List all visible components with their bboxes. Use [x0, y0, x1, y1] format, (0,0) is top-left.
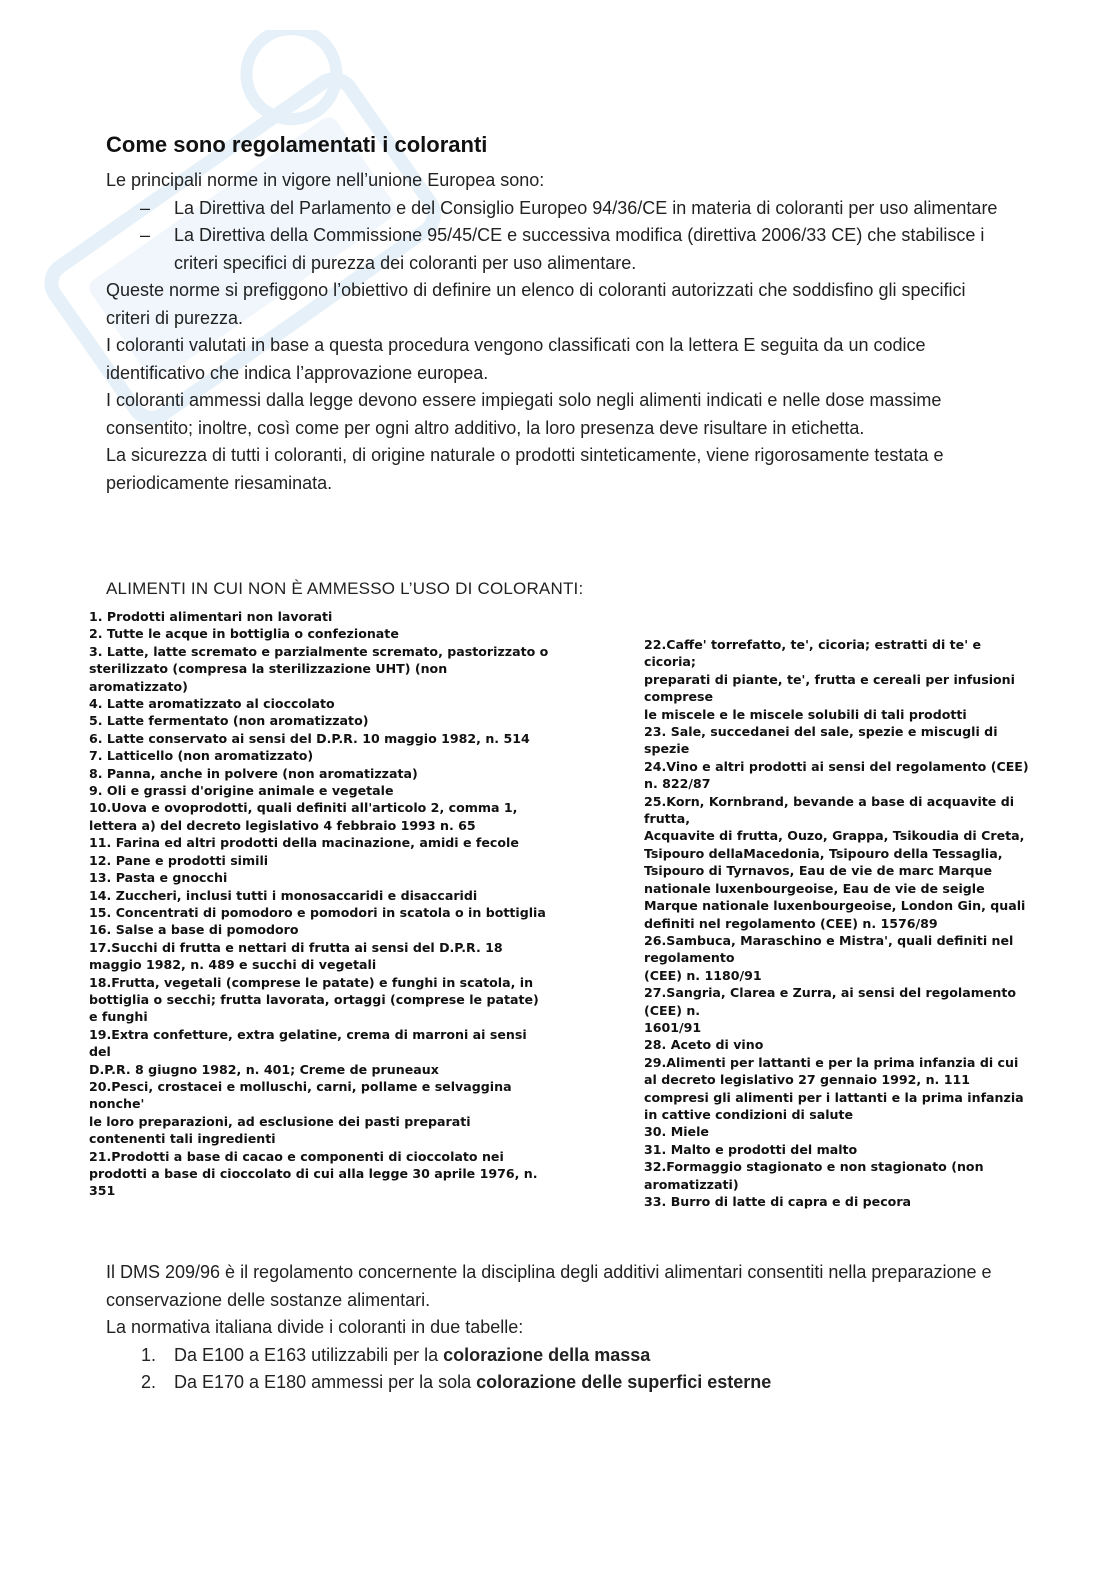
food-line: 14. Zuccheri, inclusi tutti i monosaccaridi e disaccaridi — [89, 887, 478, 903]
food-line: 20.Pesci, crostacei e molluschi, carni, pollame e selvaggina — [89, 1078, 512, 1094]
tables-intro: La normativa italiana divide i coloranti in due tabelle: — [106, 1317, 524, 1337]
paragraph: Queste norme si prefiggono l’obiettivo di definire un elenco di coloranti autorizzati che soddisfino gli specifici criteri di purezza. — [106, 280, 966, 328]
food-line: compresi gli alimenti per i lattanti e la prima infanzia — [644, 1089, 1024, 1105]
food-line: Acquavite di frutta, Ouzo, Grappa, Tsikoudia di Creta, — [644, 828, 1025, 844]
food-line: cicoria; — [644, 654, 696, 670]
food-line: 2. Tutte le acque in bottiglia o confezionate — [89, 626, 399, 642]
food-line: sterilizzato (compresa la sterilizzazione UHT) (non — [89, 661, 448, 677]
food-line: D.P.R. 8 giugno 1982, n. 401; Creme de pruneaux — [89, 1061, 439, 1077]
food-line: 29.Alimenti per lattanti e per la prima infanzia di cui — [644, 1054, 1019, 1070]
food-line: nonche' — [89, 1096, 145, 1112]
food-line: 18.Frutta, vegetali (comprese le patate) e funghi in scatola, in — [89, 974, 534, 990]
food-line: 5. Latte fermentato (non aromatizzato) — [89, 713, 369, 729]
food-line: contenenti tali ingredienti — [89, 1131, 276, 1147]
item-text: Da E100 a E163 utilizzabili per la — [174, 1344, 444, 1365]
food-line: 8. Panna, anche in polvere (non aromatizzata) — [89, 765, 418, 781]
paragraph: I coloranti ammessi dalla legge devono essere impiegati solo negli alimenti indicati e nelle dose massime consentito; inoltre, così come per ogni altro additivo, la loro presenza deve risultare in etichetta. — [106, 390, 942, 438]
intro-text: Le principali norme in vigore nell’unione Europea sono: — [106, 170, 545, 190]
paragraph: La sicurezza di tutti i coloranti, di origine naturale o prodotti sinteticamente, viene rigorosamente testata e periodicamente riesaminata. — [106, 445, 944, 493]
food-line: 1601/91 — [644, 1019, 702, 1035]
food-line: maggio 1982, n. 489 e succhi di vegetali — [89, 957, 377, 973]
item-bold: colorazione delle superfici esterne — [476, 1372, 772, 1392]
food-line: 33. Burro di latte di capra e di pecora — [644, 1194, 912, 1209]
food-line: e funghi — [89, 1009, 148, 1025]
tables-list — [106, 1342, 1006, 1397]
food-line: 12. Pane e prodotti simili — [89, 852, 269, 868]
food-line: 30. Miele — [644, 1124, 709, 1140]
item-number: 1. — [141, 1344, 157, 1365]
food-line: le miscele e le miscele solubili di tali prodotti — [644, 706, 967, 722]
norm-item: – La Direttiva del Parlamento e del Consiglio Europeo 94/36/CE in materia di coloranti per uso alimentare — [174, 195, 1006, 223]
food-line: 27.Sangria, Clarea e Zurra, ai sensi del regolamento — [644, 985, 1017, 1001]
food-line: del — [89, 1044, 111, 1060]
food-line: (CEE) n. — [644, 1002, 701, 1018]
foods-list-left — [89, 608, 549, 1200]
foods-list-right — [644, 636, 1034, 1210]
food-line: 16. Salse a base di pomodoro — [89, 922, 299, 938]
food-line: lettera a) del decreto legislativo 4 febbraio 1993 n. 65 — [89, 817, 476, 833]
food-line: 32.Formaggio stagionato e non stagionato (non — [644, 1159, 984, 1175]
item-bold: colorazione della massa — [443, 1344, 651, 1365]
norm-item: – La Direttiva della Commissione 95/45/CE e successiva modifica (direttiva 2006/33 CE) che stabilisce i criteri specifici di purezza dei coloranti per uso alimentare. — [174, 222, 1006, 277]
food-line: 22.Caffe' torrefatto, te', cicoria; estratti di te' e — [644, 637, 982, 652]
food-line: al decreto legislativo 27 gennaio 1992, n. 111 — [644, 1072, 971, 1088]
item-text: Da E170 a E180 ammessi per la sola — [174, 1372, 477, 1392]
food-line: Tsipouro di Tyrnavos, Eau de vie de marc Marque — [644, 863, 993, 879]
food-line: (CEE) n. 1180/91 — [644, 967, 762, 983]
food-line: nationale luxenbourgeoise, Eau de vie de seigle — [644, 880, 985, 896]
food-line: spezie — [644, 741, 690, 757]
item-number: 2. — [141, 1372, 157, 1392]
food-line: 9. Oli e grassi d'origine animale e vegetale — [89, 783, 394, 799]
food-line: 10.Uova e ovoprodotti, quali definiti all'articolo 2, comma 1, — [89, 800, 518, 816]
food-line: 11. Farina ed altri prodotti della macinazione, amidi e fecole — [89, 835, 519, 851]
food-line: 21.Prodotti a base di cacao e componenti di cioccolato nei — [89, 1148, 504, 1164]
food-line: 6. Latte conservato ai sensi del D.P.R. 10 maggio 1982, n. 514 — [89, 730, 530, 746]
food-line: aromatizzati) — [644, 1176, 739, 1192]
paragraph: I coloranti valutati in base a questa procedura vengono classificati con la lettera E seguita da un codice identificativo che indica l’approvazione europea. — [106, 335, 926, 383]
food-line: 15. Concentrati di pomodoro e pomodori in scatola o in bottiglia — [89, 904, 546, 920]
food-line: 13. Pasta e gnocchi — [89, 870, 228, 886]
food-line: 28. Aceto di vino — [644, 1037, 764, 1053]
food-line: definiti nel regolamento (CEE) n. 1576/89 — [644, 915, 938, 931]
food-line: frutta, — [644, 811, 690, 827]
page-title: Come sono regolamentati i coloranti — [106, 132, 488, 157]
food-line: 7. Latticello (non aromatizzato) — [89, 748, 314, 764]
food-line: 1. Prodotti alimentari non lavorati — [89, 609, 333, 624]
norms-list — [106, 195, 1006, 278]
table-item — [141, 1369, 1006, 1397]
food-line: 4. Latte aromatizzato al cioccolato — [89, 696, 335, 712]
foods-heading: ALIMENTI IN CUI NON È AMMESSO L’USO DI COLORANTI: — [106, 579, 584, 598]
food-line: 17.Succhi di frutta e nettari di frutta ai sensi del D.P.R. 18 — [89, 939, 503, 955]
food-line: 23. Sale, succedanei del sale, spezie e miscugli di — [644, 724, 998, 740]
food-line: le loro preparazioni, ad esclusione dei pasti preparati — [89, 1113, 471, 1129]
food-line: aromatizzato) — [89, 678, 188, 694]
food-line: comprese — [644, 689, 714, 705]
food-line: 351 — [89, 1183, 116, 1199]
food-line: 24.Vino e altri prodotti ai sensi del regolamento (CEE) — [644, 758, 1029, 774]
food-line: 3. Latte, latte scremato e parzialmente scremato, pastorizzato o — [89, 643, 549, 659]
food-line: in cattive condizioni di salute — [644, 1106, 854, 1122]
main-content — [106, 131, 1006, 497]
food-line: regolamento — [644, 950, 735, 966]
food-line: n. 822/87 — [644, 776, 711, 792]
food-line: 19.Extra confetture, extra gelatine, crema di marroni ai sensi — [89, 1026, 527, 1042]
food-line: Marque nationale luxenbourgeoise, London Gin, quali — [644, 898, 1026, 914]
bottom-section — [106, 1259, 1006, 1397]
food-line: preparati di piante, te', frutta e cereali per infusioni — [644, 671, 1015, 687]
table-item — [141, 1342, 1006, 1370]
food-line: bottiglia o secchi; frutta lavorata, ortaggi (comprese le patate) — [89, 991, 539, 1007]
food-line: prodotti a base di cioccolato di cui alla legge 30 aprile 1976, n. — [89, 1166, 538, 1181]
food-line: 31. Malto e prodotti del malto — [644, 1141, 858, 1157]
dms-paragraph: Il DMS 209/96 è il regolamento concernente la disciplina degli additivi alimentari consentiti nella preparazione e conservazione delle sostanze alimentari. — [106, 1262, 992, 1310]
food-line: Tsipouro dellaMacedonia, Tsipouro della Tessaglia, — [644, 845, 1003, 861]
food-line: 26.Sambuca, Maraschino e Mistra', quali definiti nel — [644, 932, 1014, 948]
food-line: 25.Korn, Kornbrand, bevande a base di acquavite di — [644, 793, 1015, 809]
